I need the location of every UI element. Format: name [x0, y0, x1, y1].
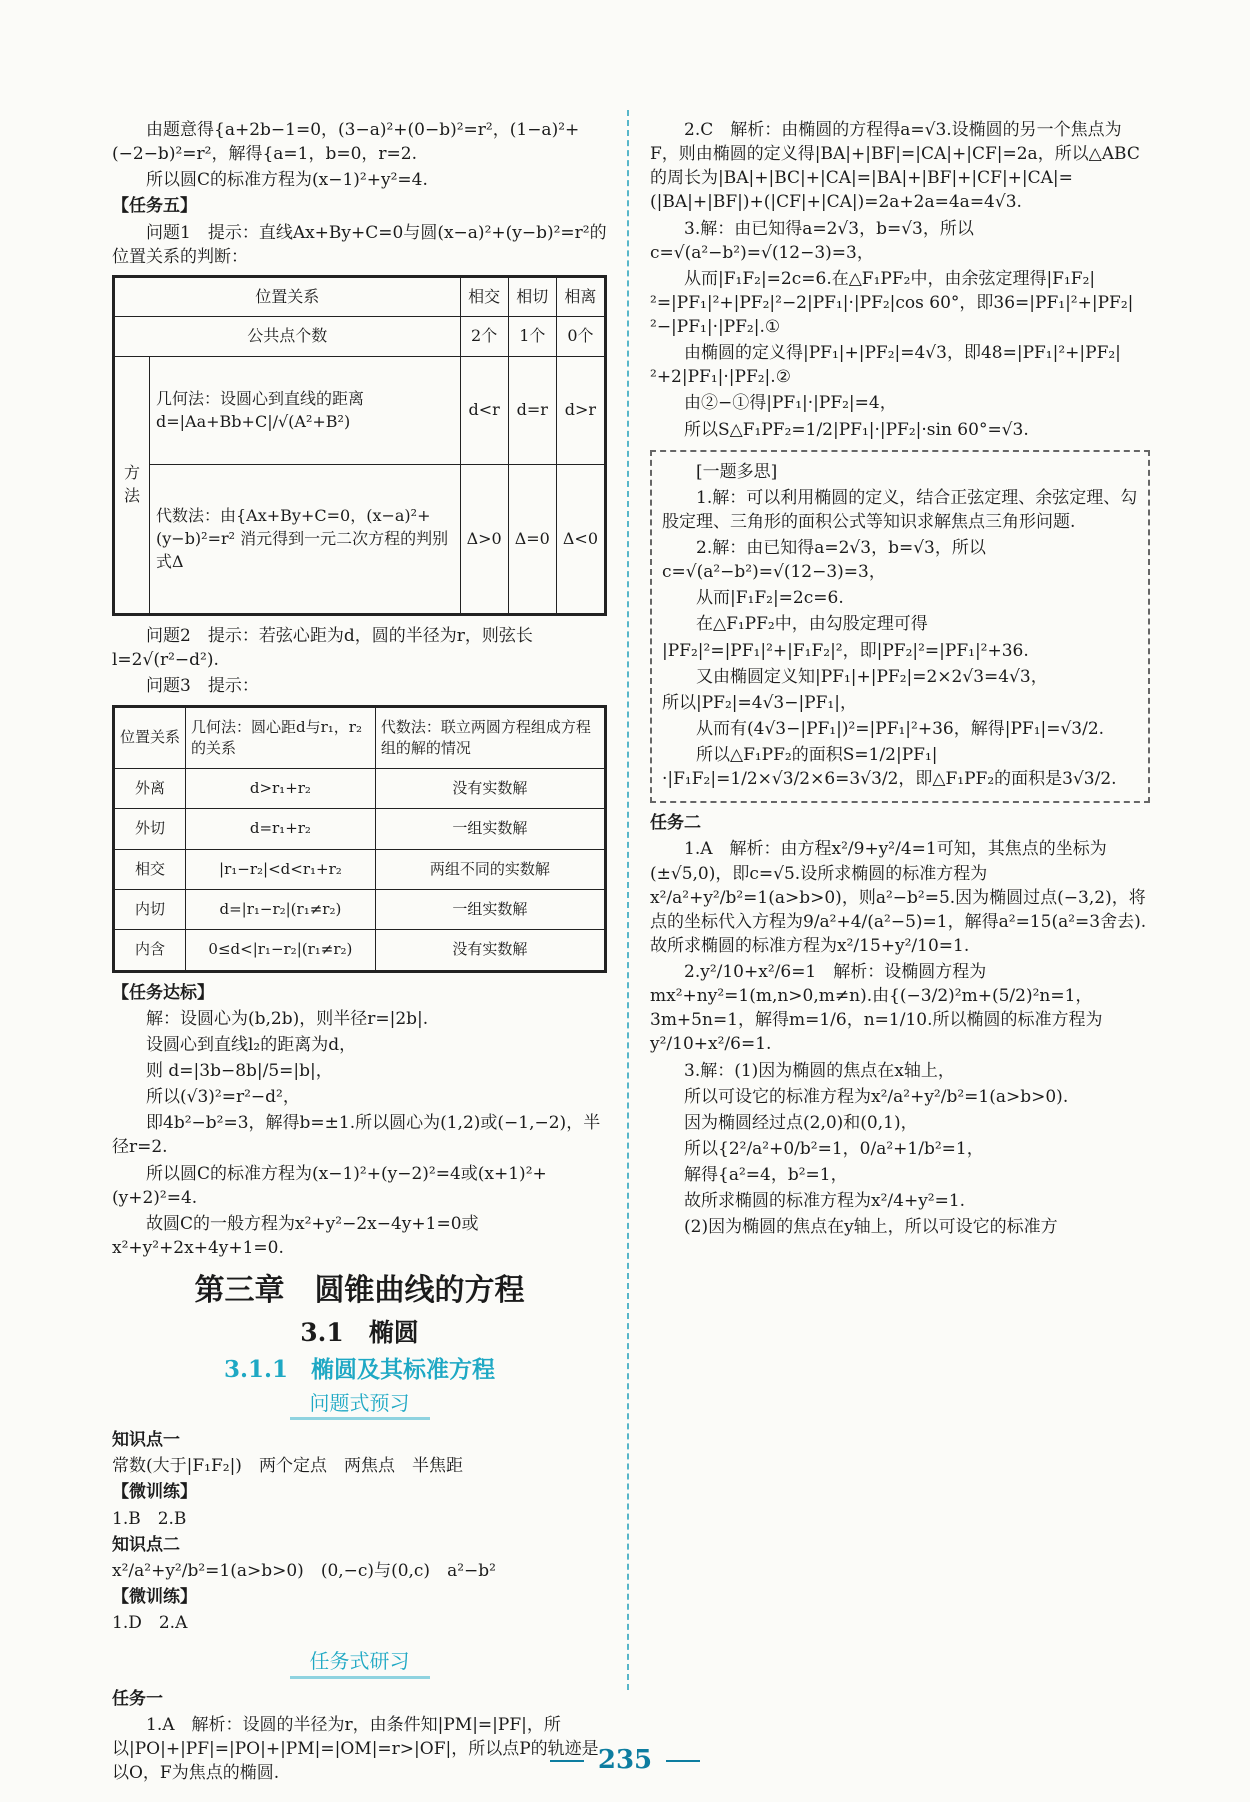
- table2-cell: 没有实数解: [375, 930, 605, 971]
- table2-cell: 外切: [114, 809, 186, 849]
- problem-3-b: 从而|F₁F₂|=2c=6.在△F₁PF₂中，由余弦定理得|F₁F₂|²=|PF₁|²+|PF₂|²−2|PF₁|·|PF₂|cos 60°，即36=|PF₁|²+|PF₂|²−|PF₁|·|PF₂|.①: [650, 268, 1134, 337]
- table2-cell: 内含: [114, 930, 186, 971]
- table1-header-position: 位置关系: [114, 276, 461, 317]
- multi-think-2h: 所以△F₁PF₂的面积S=1/2|PF₁|·|F₁F₂|=1/2×√3/2×6=3√3/2，即△F₁PF₂的面积是3√3/2.: [662, 745, 1117, 790]
- task5-title: 【任务五】: [112, 196, 197, 217]
- goal-line: 故圆C的一般方程为x²+y²−2x−4y+1=0或x²+y²+2x+4y+1=0.: [112, 1213, 479, 1258]
- section-title: 3.1 椭圆: [300, 1317, 419, 1347]
- task-2-problem-3g: (2)因为椭圆的焦点在y轴上，所以可设它的标准方: [684, 1217, 1058, 1238]
- table1-header-separate: 相离: [556, 276, 605, 317]
- intro-line-1: 由题意得{a+2b−1=0，(3−a)²+(0−b)²=r²，(1−a)²+(−2−b)²=r²，解得{a=1，b=0，r=2.: [112, 120, 580, 165]
- multi-think-2g: 从而有(4√3−|PF₁|)²=|PF₁|²+36，解得|PF₁|=√3/2.: [696, 718, 1105, 739]
- study-banner: 任务式研习: [290, 1647, 430, 1678]
- goal-line: 则 d=|3b−8b|/5=|b|，: [146, 1061, 333, 1082]
- table2-cell: 相交: [114, 849, 186, 889]
- table1-count-2: 2个: [460, 317, 508, 357]
- multi-think-2c: 在△F₁PF₂中，由勾股定理可得: [696, 614, 928, 635]
- task-2-problem-3e: 解得{a²=4，b²=1，: [684, 1165, 848, 1185]
- multi-think-2d: |PF₂|²=|PF₁|²+|F₁F₂|²，即|PF₂|²=|PF₁|²+36.: [662, 640, 1029, 661]
- task-2-problem-1: 1.A 解析：由方程x²/9+y²/4=1可知，其焦点的坐标为(±√5,0)，即c=√5.设所求椭圆的标准方程为x²/a²+y²/b²=1(a>b>0)，则a²−b²=5.因为椭圆过点(−3,2)，将点的坐标代入方程为9/a²+4/(a²−5)=1，解得a²=15(a²=3舍去).故所求椭圆的标准方程为x²/15+y²/10=1.: [650, 839, 1147, 956]
- knowledge-point-1-text: 常数(大于|F₁F₂|) 两个定点 两焦点 半焦距: [112, 1456, 463, 1477]
- multi-think-box: [650, 450, 1150, 804]
- goal-line: 所以圆C的标准方程为(x−1)²+(y−2)²=4或(x+1)²+(y+2)²=4.: [112, 1163, 547, 1208]
- table2-header-geometric: 几何法：圆心距d与r₁，r₂的关系: [186, 706, 376, 769]
- table1-count-1: 1个: [508, 317, 556, 357]
- table1-count-0: 0个: [556, 317, 605, 357]
- task-2-title: 任务二: [650, 813, 701, 834]
- problem-3-a: 3.解：由已知得a=2√3，b=√3，所以c=√(a²−b²)=√(12−3)=3，: [650, 218, 974, 263]
- table2-header-algebraic: 代数法：联立两圆方程组成方程组的解的情况: [375, 706, 605, 769]
- table2-cell: d=|r₁−r₂|(r₁≠r₂): [186, 890, 376, 930]
- problem-3-e: 所以S△F₁PF₂=1/2|PF₁|·|PF₂|·sin 60°=√3.: [684, 419, 1029, 440]
- table2-cell: 没有实数解: [375, 769, 605, 809]
- page-number: [0, 1742, 1250, 1779]
- task-2-problem-3b: 所以可设它的标准方程为x²/a²+y²/b²=1(a>b>0).: [684, 1086, 1069, 1107]
- question-1: 问题1 提示：直线Ax+By+C=0与圆(x−a)²+(y−b)²=r²的位置关系的判断：: [112, 222, 607, 267]
- task-1-text: 1.A 解析：设圆的半径为r，由条件知|PM|=|PF|，所以|PO|+|PF|=|PO|+|PM|=|OM|=r>|OF|，所以点P的轨迹是以O，F为焦点的椭圆.: [112, 1714, 599, 1783]
- chapter-title: 第三章 圆锥曲线的方程: [194, 1274, 525, 1308]
- knowledge-point-1: 知识点一: [112, 1430, 180, 1451]
- task-2-problem-3d: 所以{2²/a²+0/b²=1，0/a²+1/b²=1，: [684, 1138, 984, 1159]
- multi-think-2a: 2.解：由已知得a=2√3，b=√3，所以c=√(a²−b²)=√(12−3)=3，: [662, 538, 986, 583]
- circle-circle-table: [112, 705, 607, 973]
- goal-line: 即4b²−b²=3，解得b=±1.所以圆心为(1,2)或(−1,−2)，半径r=2.: [112, 1113, 601, 1158]
- multi-think-1: 1.解：可以利用椭圆的定义，结合正弦定理、余弦定理、勾股定理、三角形的面积公式等知识求解焦点三角形问题.: [662, 487, 1138, 532]
- multi-think-2e: 又由椭圆定义知|PF₁|+|PF₂|=2×2√3=4√3，: [696, 666, 1048, 687]
- table2-cell: d=r₁+r₂: [186, 809, 376, 849]
- table2-header-position: 位置关系: [114, 706, 186, 769]
- table1-geo-intersect: d<r: [460, 357, 508, 465]
- preview-banner: 问题式预习: [290, 1389, 430, 1420]
- problem-2: 2.C 解析：由椭圆的方程得a=√3.设椭圆的另一个焦点为F，则由椭圆的定义得|BA|+|BF|=|CA|+|CF|=2a，所以△ABC的周长为|BA|+|BC|+|CA|=|BA|+|BF|+|CF|+|CA|=(|BA|+|BF|)+(|CF|+|CA|)=2a+2a=4a=4√3.: [650, 120, 1140, 213]
- table2-cell: 内切: [114, 890, 186, 930]
- problem-3-c: 由椭圆的定义得|PF₁|+|PF₂|=4√3，即48=|PF₁|²+|PF₂|²+2|PF₁|·|PF₂|.②: [650, 343, 1121, 388]
- task-2-problem-2: 2.y²/10+x²/6=1 解析：设椭圆方程为mx²+ny²=1(m,n>0,m≠n).由{(−3/2)²m+(5/2)²n=1，3m+5n=1，解得m=1/6，n=1/10.所以椭圆的标准方程为y²/10+x²/6=1.: [650, 962, 1103, 1055]
- table1-alg-intersect: Δ>0: [460, 465, 508, 615]
- problem-3-d: 由②−①得|PF₁|·|PF₂|=4，: [684, 393, 897, 414]
- subsection-title: 3.1.1 椭圆及其标准方程: [223, 1356, 496, 1384]
- multi-think-2b: 从而|F₁F₂|=2c=6.: [696, 588, 844, 609]
- table2-cell: 一组实数解: [375, 809, 605, 849]
- task-2-problem-3f: 故所求椭圆的标准方程为x²/4+y²=1.: [684, 1191, 966, 1212]
- page-number-dash: [550, 1760, 584, 1762]
- table1-alg-separate: Δ<0: [556, 465, 605, 615]
- question-3: 问题3 提示：: [146, 676, 259, 697]
- goal-line: 解：设圆心为(b,2b)，则半径r=|2b|.: [146, 1008, 429, 1029]
- task-2-problem-3c: 因为椭圆经过点(2,0)和(0,1)，: [684, 1112, 918, 1133]
- intro-line-2: 所以圆C的标准方程为(x−1)²+y²=4.: [146, 170, 428, 191]
- page-number-text: 235: [597, 1745, 653, 1775]
- table1-alg-tangent: Δ=0: [508, 465, 556, 615]
- table2-cell: 两组不同的实数解: [375, 849, 605, 889]
- drill-2-answers: 1.D 2.A: [112, 1613, 188, 1634]
- table2-cell: |r₁−r₂|<d<r₁+r₂: [186, 849, 376, 889]
- left-column: [112, 118, 607, 1787]
- knowledge-point-2-text: x²/a²+y²/b²=1(a>b>0) (0,−c)与(0,c) a²−b²: [112, 1560, 496, 1581]
- table1-header-tangent: 相切: [508, 276, 556, 317]
- right-column: [650, 118, 1150, 1241]
- multi-think-2f: 所以|PF₂|=4√3−|PF₁|，: [662, 692, 857, 713]
- table1-geo-separate: d>r: [556, 357, 605, 465]
- goal-line: 所以(√3)²=r²−d²，: [146, 1087, 300, 1108]
- table1-geometric-method: 几何法：设圆心到直线的距离 d=|Aa+Bb+C|/√(A²+B²): [150, 357, 461, 465]
- table2-cell: d>r₁+r₂: [186, 769, 376, 809]
- task-1-title: 任务一: [112, 1688, 163, 1709]
- table2-cell: 0≤d<|r₁−r₂|(r₁≠r₂): [186, 930, 376, 971]
- table1-header-intersect: 相交: [460, 276, 508, 317]
- table2-cell: 一组实数解: [375, 890, 605, 930]
- table1-algebraic-method: 代数法：由{Ax+By+C=0，(x−a)²+(y−b)²=r² 消元得到一元二次方程的判别式Δ: [150, 465, 461, 615]
- task-goal-title: 【任务达标】: [112, 982, 214, 1003]
- multi-think-title: [一题多思]: [696, 461, 778, 482]
- line-circle-table: [112, 275, 607, 616]
- page-number-dash: [666, 1760, 700, 1762]
- column-divider: [627, 110, 629, 1690]
- table1-geo-tangent: d=r: [508, 357, 556, 465]
- drill-2-title: 【微训练】: [112, 1586, 197, 1607]
- table1-row-count: 公共点个数: [114, 317, 461, 357]
- table1-method-label: 方法: [114, 357, 150, 615]
- task-2-problem-3a: 3.解：(1)因为椭圆的焦点在x轴上，: [684, 1060, 955, 1081]
- drill-1-title: 【微训练】: [112, 1482, 197, 1503]
- table2-cell: 外离: [114, 769, 186, 809]
- knowledge-point-2: 知识点二: [112, 1534, 180, 1555]
- goal-line: 设圆心到直线l₂的距离为d，: [146, 1034, 357, 1055]
- question-2: 问题2 提示：若弦心距为d，圆的半径为r，则弦长l=2√(r²−d²).: [112, 626, 533, 671]
- drill-1-answers: 1.B 2.B: [112, 1508, 187, 1529]
